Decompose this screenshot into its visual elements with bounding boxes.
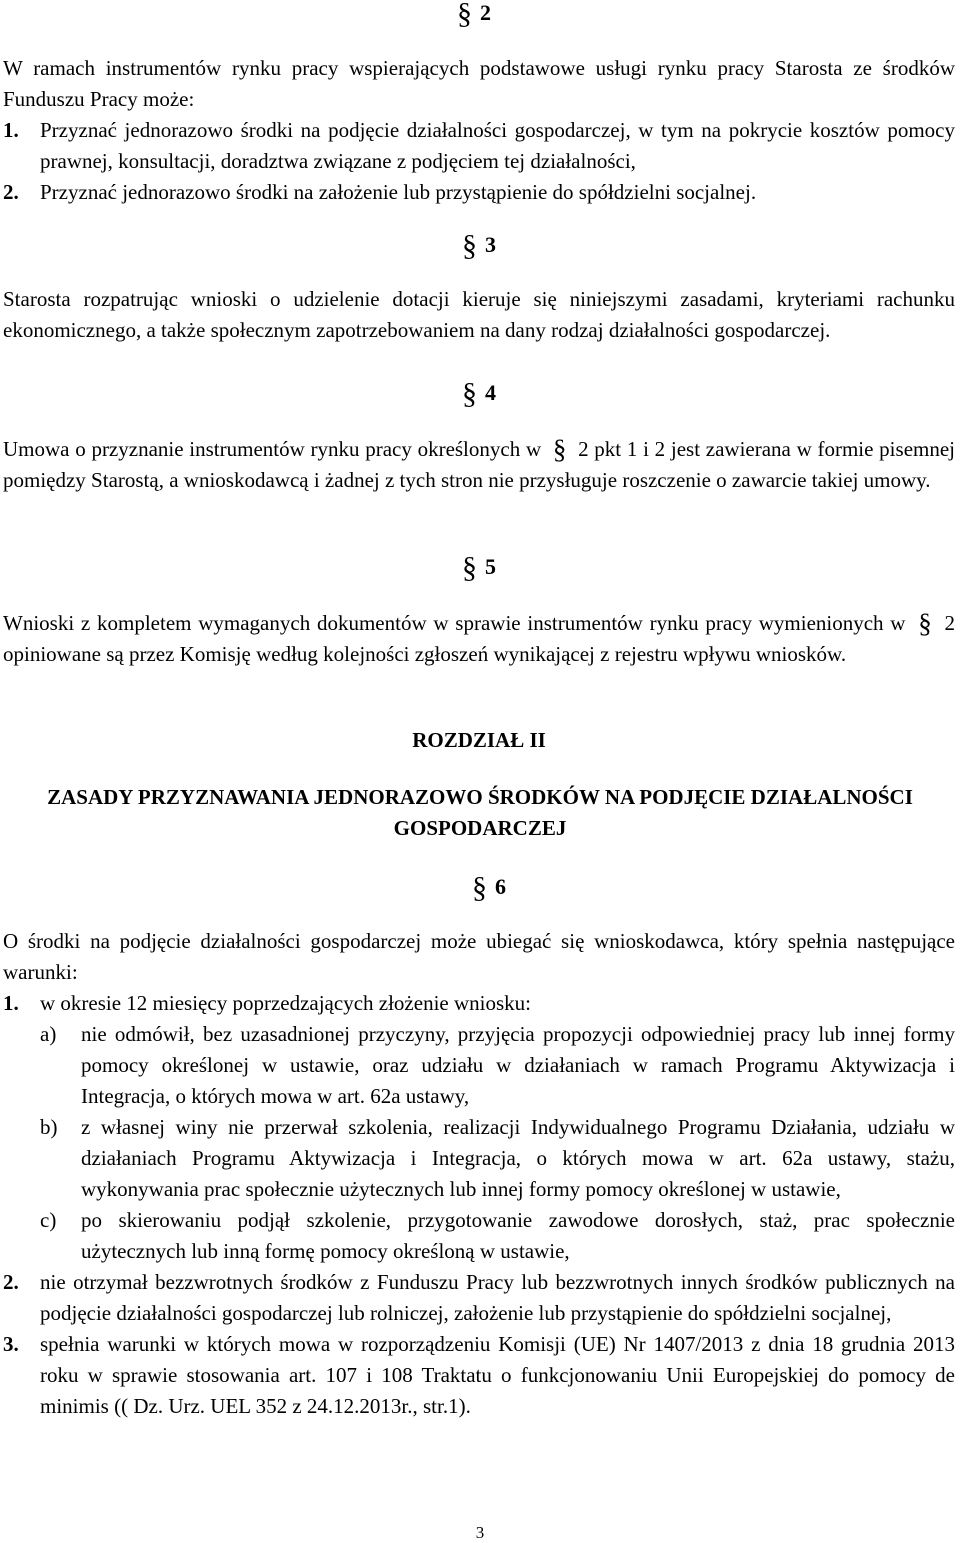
chapter-label: ROZDZIAŁ II (412, 728, 546, 752)
list-item (3, 177, 955, 208)
section-heading-5 (462, 550, 496, 582)
list-number: 1. (3, 118, 19, 142)
sub-list-item (3, 1019, 955, 1112)
section-number: 5 (485, 554, 496, 579)
list-item-text: nie otrzymał bezzwrotnych środków z Funduszu Pracy lub bezzwrotnych innych środków publicznych na podjęcie działalności gospodarczej lub rolniczej, założenie lub przystąpienie do spółdzielni socjalnej, (40, 1270, 955, 1325)
section-5-text-part2: 2 opiniowane są przez Komisję według kolejności zgłoszeń wynikającej z rejestru wpływu wniosków. (3, 611, 956, 666)
section-6-body (3, 926, 955, 1422)
sub-list-letter: a) (40, 1022, 57, 1046)
page-number: 3 (475, 1523, 485, 1542)
sub-list-item (3, 1205, 955, 1267)
section-heading-3 (462, 228, 496, 260)
sub-list-item (3, 1112, 955, 1205)
list-item (3, 1267, 955, 1329)
list-number: 2. (3, 180, 19, 204)
section-number: 6 (495, 874, 506, 899)
section-2-intro: W ramach instrumentów rynku pracy wspierających podstawowe usługi rynku pracy Starosta ze środków Funduszu Pracy może: (3, 56, 955, 111)
list-item (3, 988, 955, 1019)
section-heading-2 (457, 0, 491, 28)
section-6-intro: O środki na podjęcie działalności gospodarczej może ubiegać się wnioskodawca, który spełnia następujące warunki: (3, 929, 955, 984)
sub-list-text: nie odmówił, bez uzasadnionej przyczyny, przyjęcia propozycji odpowiedniej pracy lub innej formy pomocy określonej w ustawie, oraz udziału w działaniach w ramach Programu Aktywizacja i Integracja, o których mowa w art. 62a ustawy, (81, 1022, 955, 1108)
section-4-text-part1: Umowa o przyznanie instrumentów rynku pracy określonych w (3, 437, 542, 461)
list-item (3, 1329, 955, 1422)
section-sign: § (462, 551, 477, 584)
section-sign: § (457, 0, 472, 30)
section-4-body (3, 432, 955, 496)
sub-list-text: z własnej winy nie przerwał szkolenia, realizacji Indywidualnego Programu Działania, udziału w działaniach Programu Aktywizacja i Integracja, o których mowa w art. 62a ustawy, stażu, wykonywania prac społecznie użytecznych lub innej formy pomocy określonej w ustawie, (81, 1115, 955, 1201)
sub-list-text: po skierowaniu podjął szkolenie, przygotowanie zawodowe dorosłych, staż, prac społecznie użytecznych lub inną formę pomocy określoną w ustawie, (81, 1208, 955, 1263)
section-5-text-part1: Wnioski z kompletem wymaganych dokumentów w sprawie instrumentów rynku pracy wymienionych w (3, 611, 906, 635)
list-number: 1. (3, 991, 19, 1015)
section-heading-6 (472, 870, 506, 902)
section-sign: § (462, 229, 477, 262)
list-item-text: Przyznać jednorazowo środki na założenie lub przystąpienie do spółdzielni socjalnej. (40, 180, 757, 204)
section-sign: § (472, 871, 487, 904)
list-item-text: Przyznać jednorazowo środki na podjęcie działalności gospodarczej, w tym na pokrycie kosztów pomocy prawnej, konsultacji, doradztwa związane z podjęciem tej działalności, (40, 118, 955, 173)
section-3-body: Starosta rozpatrując wnioski o udzielenie dotacji kieruje się niniejszymi zasadami, kryteriami rachunku ekonomicznego, a także społecznym zapotrzebowaniem na dany rodzaj działalności gospodarczej. (3, 287, 955, 342)
list-item (3, 115, 955, 177)
sub-list-letter: b) (40, 1115, 58, 1139)
section-sign: § (462, 377, 477, 410)
section-heading-4 (462, 376, 496, 408)
section-2-body (3, 53, 955, 208)
list-item-text: spełnia warunki w których mowa w rozporządzeniu Komisji (UE) Nr 1407/2013 z dnia 18 grudnia 2013 roku w sprawie stosowania art. 107 i 108 Traktatu o funkcjonowaniu Unii Europejskiej do pomocy de minimis (( Dz. Urz. UEL 352 z 24.12.2013r., str.1). (40, 1332, 955, 1418)
section-number: 2 (480, 0, 491, 25)
sub-list-letter: c) (40, 1208, 57, 1232)
list-number: 2. (3, 1270, 19, 1294)
section-4-text-part2: 2 pkt 1 i 2 jest zawierana w formie pisemnej pomiędzy Starostą, a wnioskodawcą i żadnej z tych stron nie przysługuje roszczenie o zawarcie takiej umowy. (3, 437, 956, 492)
chapter-title: ZASADY PRZYZNAWANIA JEDNORAZOWO ŚRODKÓW NA PODJĘCIE DZIAŁALNOŚCI GOSPODARCZEJ (47, 785, 913, 840)
list-item-text: w okresie 12 miesięcy poprzedzających złożenie wniosku: (40, 991, 531, 1015)
section-5-body (3, 606, 955, 670)
section-sign: § (552, 434, 567, 464)
list-number: 3. (3, 1332, 19, 1356)
section-sign: § (918, 608, 932, 638)
section-number: 4 (485, 380, 496, 405)
section-number: 3 (485, 232, 496, 257)
